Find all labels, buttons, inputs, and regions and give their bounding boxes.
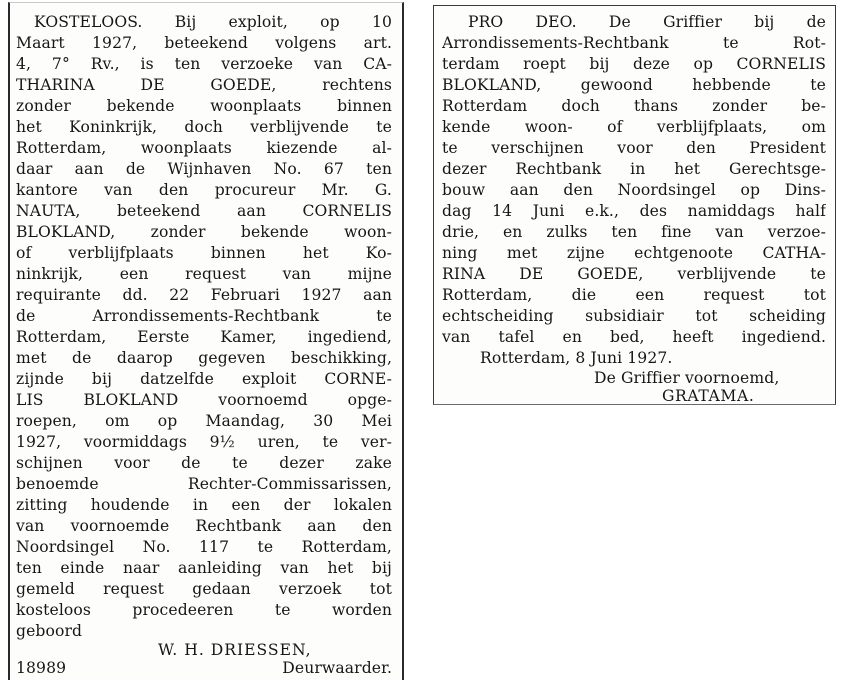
signer-title: Deurwaarder. <box>282 659 392 677</box>
notice-line: 4, 7° Rv., is ten verzoeke van CA- <box>16 55 392 73</box>
notice-line: zijnde bij datzelfde exploit CORNE- <box>16 370 392 388</box>
notice-line: ten einde naar aanleiding van het bij <box>16 559 392 577</box>
notice-line: geboord <box>16 622 83 640</box>
notice-line: Rotterdam doch thans zonder be- <box>442 97 826 115</box>
notice-line: zonder bekende woonplaats binnen <box>16 97 392 115</box>
notice-line: echtscheiding subsidiair tot scheiding <box>442 307 826 325</box>
notice-line: dag 14 Juni e.k., des namiddags half <box>442 202 826 220</box>
notice-line: kantore van den procureur Mr. G. <box>16 181 392 199</box>
notice-line: daar aan de Wijnhaven No. 67 ten <box>16 160 392 178</box>
notice-line: roepen, om op Maandag, 30 Mei <box>16 412 392 430</box>
notice-line: Maart 1927, beteekend volgens art. <box>16 34 392 52</box>
notice-line: Noordsingel No. 117 te Rotterdam, <box>16 538 392 556</box>
notice-line: BLOKLAND, gewoond hebbende te <box>442 76 826 94</box>
notice-kosteloos <box>8 2 404 680</box>
notice-line: Arrondissements-Rechtbank te Rot- <box>442 34 826 52</box>
notice-line: dezer Rechtbank in het Gerechtsge- <box>442 160 826 178</box>
notice-line: Rotterdam, die een request tot <box>442 286 826 304</box>
notice-line: het Koninkrijk, doch verblijvende te <box>16 118 392 136</box>
notice-line: 1927, voormiddags 9½ uren, te ver- <box>16 433 392 451</box>
notice-line: ninkrijk, een request van mijne <box>16 265 392 283</box>
signer-name: W. H. DRIESSEN, <box>158 641 312 659</box>
notice-line: gemeld request gedaan verzoek tot <box>16 580 392 598</box>
notice-line: drie, en zulks ten fine van verzoe- <box>442 223 826 241</box>
notice-line: schijnen voor de te dezer zake <box>16 454 392 472</box>
notice-line: ning met zijne echtgenoote CATHA- <box>442 244 826 262</box>
notice-line: de Arrondissements-Rechtbank te <box>16 307 392 325</box>
notice-line: kende woon- of verblijfplaats, om <box>442 118 826 136</box>
notice-line: Rotterdam, woonplaats kiezende al- <box>16 139 392 157</box>
notice-line: van tafel en bed, heeft ingediend. <box>442 328 826 346</box>
notice-line: NAUTA, beteekend aan CORNELIS <box>16 202 392 220</box>
notice-line: kosteloos procedeeren te worden <box>16 601 392 619</box>
notice-line: BLOKLAND, zonder bekende woon- <box>16 223 392 241</box>
dateline: Rotterdam, 8 Juni 1927. <box>480 349 673 367</box>
notice-line: terdam roept bij deze op CORNELIS <box>442 55 826 73</box>
reference-number: 18989 <box>16 659 67 677</box>
notice-line: KOSTELOOS. Bij exploit, op 10 <box>34 13 392 31</box>
closing-line: De Griffier voornoemd, <box>594 369 780 387</box>
notice-line: Rotterdam, Eerste Kamer, ingediend, <box>16 328 392 346</box>
notice-line: THARINA DE GOEDE, rechtens <box>16 76 392 94</box>
notice-line: requirante dd. 22 Februari 1927 aan <box>16 286 392 304</box>
notice-line: RINA DE GOEDE, verblijvende te <box>442 265 826 283</box>
notice-line: benoemde Rechter-Commissarissen, <box>16 475 392 493</box>
notice-line: van voornoemde Rechtbank aan den <box>16 517 392 535</box>
notice-line: met de daarop gegeven beschikking, <box>16 349 392 367</box>
notice-line: bouw aan den Noordsingel op Dins- <box>442 181 826 199</box>
notice-line: PRO DEO. De Griffier bij de <box>468 13 826 31</box>
notice-pro-deo <box>433 5 836 405</box>
signer-name: GRATAMA. <box>662 387 755 405</box>
notice-line: LIS BLOKLAND voornoemd opge- <box>16 391 392 409</box>
notice-line: zitting houdende in een der lokalen <box>16 496 392 514</box>
notice-line: te verschijnen voor den President <box>442 139 826 157</box>
notice-line: of verblijfplaats binnen het Ko- <box>16 244 392 262</box>
